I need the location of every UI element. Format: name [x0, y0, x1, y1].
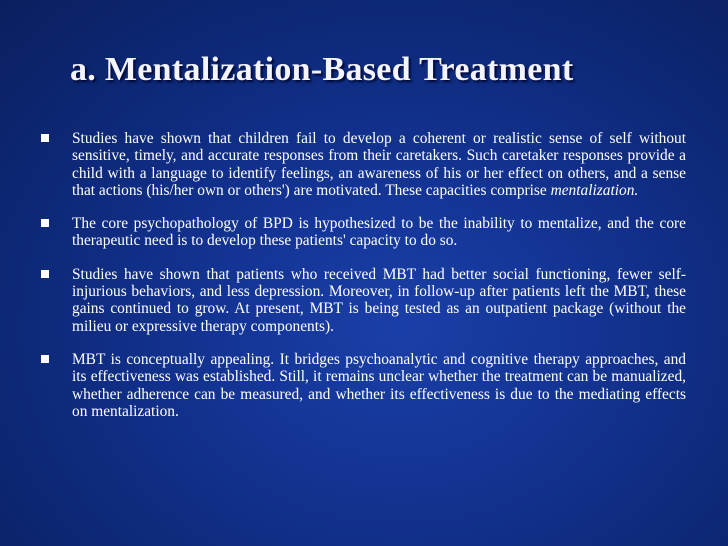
- square-bullet-icon: [41, 270, 49, 278]
- bullet-text: MBT is conceptually appealing. It bridges psychoanalytic and cognitive therapy approaches, and its effectiveness was established. Still, it remains unclear whether the treatment can be manualized, whether adherence can be measured, and whether its effectiveness is due to the mediating effects on mentalization.: [72, 350, 686, 420]
- bullet-text: Studies have shown that patients who received MBT had better social functioning, fewer self-injurious behaviors, and less depression. Moreover, in follow-up after patients left the MBT, these gains continued to grow. At present, MBT is being tested as an outpatient package (without the milieu or expressive therapy components).: [72, 265, 686, 335]
- square-bullet-icon: [41, 219, 49, 227]
- bullet-item: [40, 266, 686, 335]
- square-bullet-icon: [41, 134, 49, 142]
- bullet-item: [40, 130, 686, 199]
- square-bullet-icon: [41, 355, 49, 363]
- bullet-item: [40, 215, 686, 250]
- bullet-text: The core psychopathology of BPD is hypothesized to be the inability to mentalize, and the core therapeutic need is to develop these patients' capacity to do so.: [72, 215, 686, 250]
- slide-title: a. Mentalization-Based Treatment: [70, 51, 574, 88]
- bullet-list: [40, 130, 686, 420]
- bullet-item: [40, 351, 686, 420]
- bullet-text-body: Studies have shown that children fail to develop a coherent or realistic sense of self without sensitive, timely, and accurate responses from their caretakers. Such caretaker responses provide a child with a language to identify feelings, an awareness of his or her effect on others, and a sense that actions (his/her own or others') are motivated. These capacities comprise: [72, 130, 686, 199]
- bullet-text: [72, 130, 686, 199]
- bullet-text-emphasis: mentalization.: [550, 181, 639, 199]
